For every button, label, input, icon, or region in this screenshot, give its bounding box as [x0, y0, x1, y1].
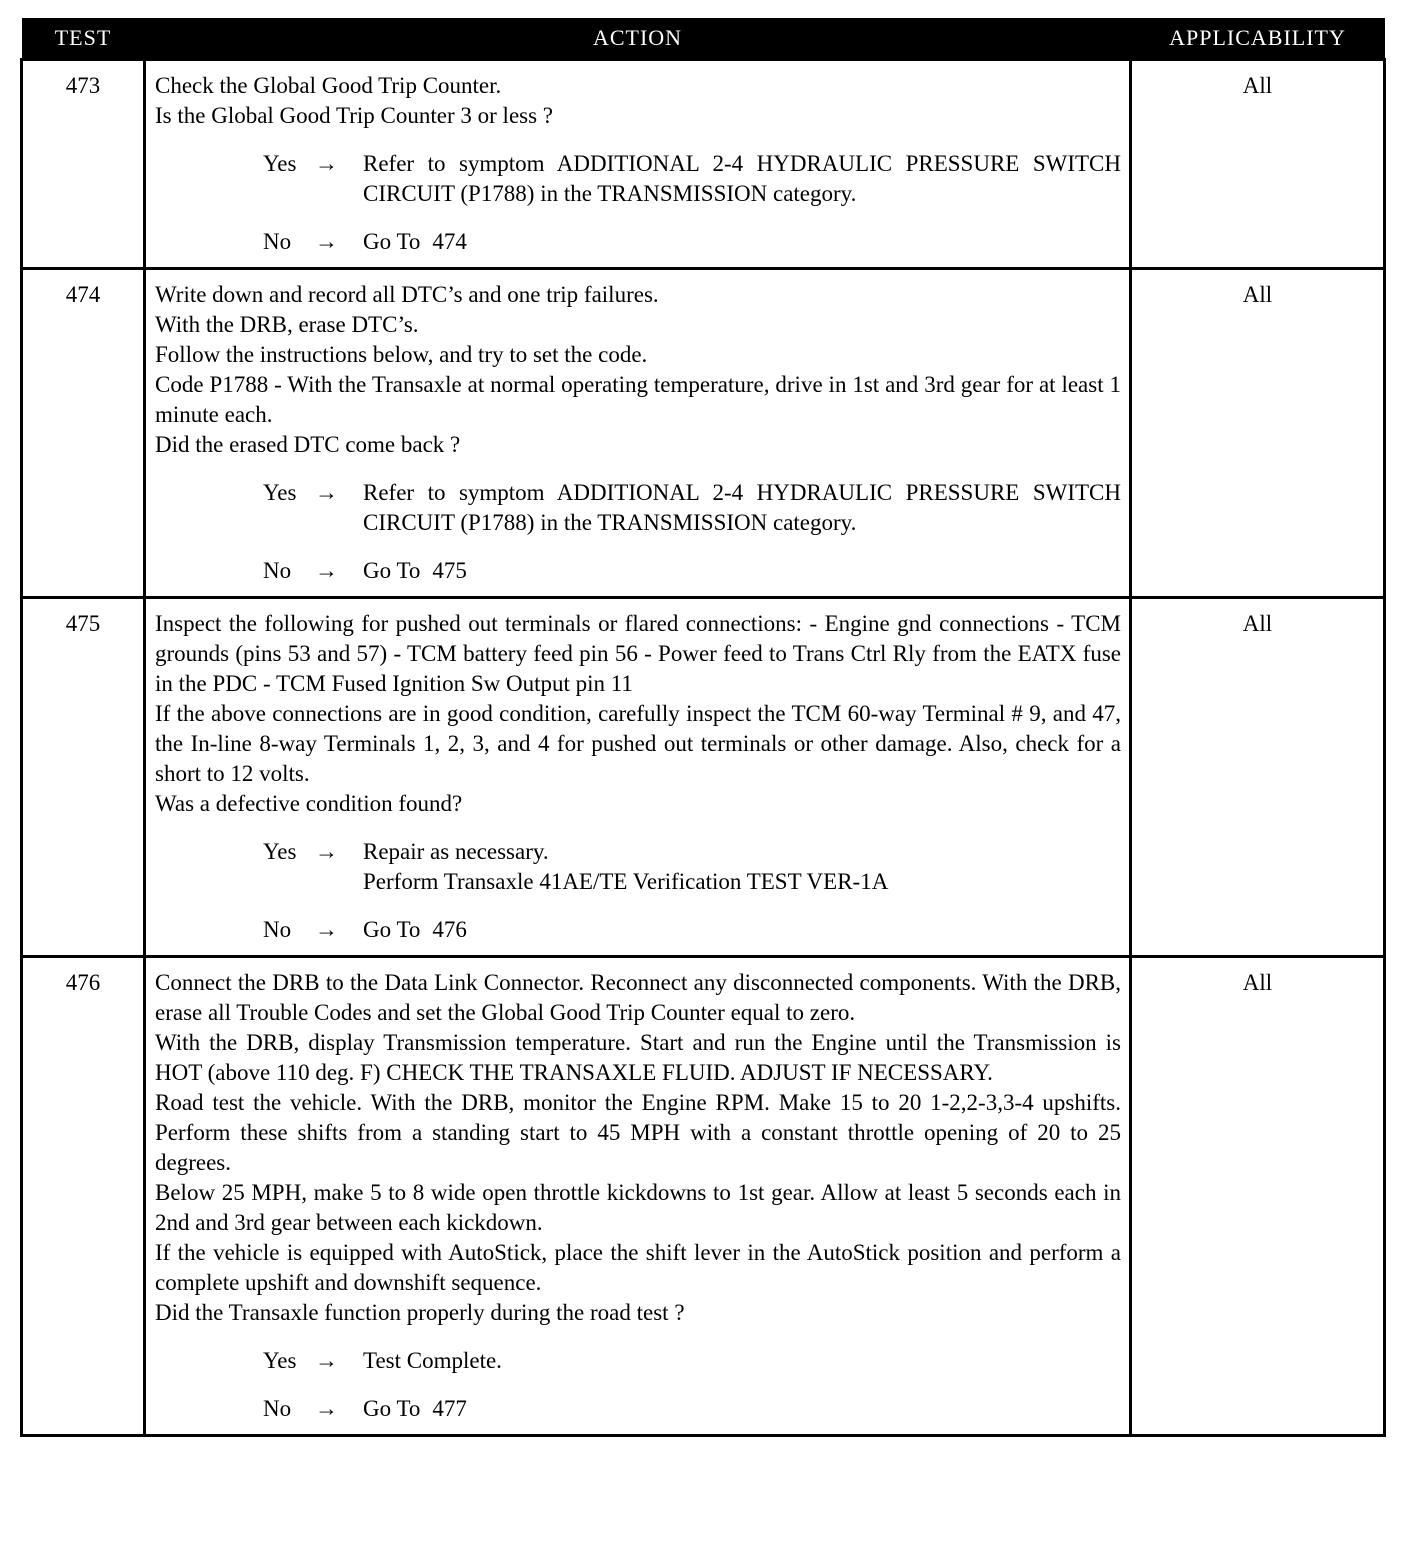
header-row: [22, 18, 1385, 60]
right-arrow-icon: →: [315, 917, 338, 942]
action-paragraph: Road test the vehicle. With the DRB, monitor the Engine RPM. Make 15 to 20 1-2,2-3,3-4 upshifts. Perform these shifts from a standing start to 45 MPH with a constant throttle opening of 20 to 25 degrees.: [155, 1090, 1121, 1175]
yes-label: Yes: [263, 839, 297, 864]
action-paragraph: Was a defective condition found?: [155, 791, 463, 816]
yes-label: Yes: [263, 151, 297, 176]
yes-result: [363, 1346, 1121, 1376]
action-paragraph: Follow the instructions below, and try to set the code.: [155, 342, 648, 367]
action-paragraph: With the DRB, display Transmission temperature. Start and run the Engine until the Transmission is HOT (above 110 deg. F) CHECK THE TRANSAXLE FLUID. ADJUST IF NECESSARY.: [155, 1030, 1121, 1085]
no-outcome: [263, 556, 1121, 586]
no-outcome: [263, 227, 1121, 257]
yes-label: Yes: [263, 1348, 297, 1373]
action-cell: [145, 957, 1131, 1436]
applicability-value: All: [1131, 60, 1385, 269]
action-cell: [145, 60, 1131, 269]
action-paragraph: Below 25 MPH, make 5 to 8 wide open throttle kickdowns to 1st gear. Allow at least 5 seconds each in 2nd and 3rd gear between each kickdown.: [155, 1180, 1121, 1235]
header-action: ACTION: [145, 18, 1131, 60]
no-result: [363, 556, 1121, 586]
yes-result-line: Perform Transaxle 41AE/TE Verification TEST VER-1A: [363, 869, 889, 894]
yes-result-line: Refer to symptom ADDITIONAL 2-4 HYDRAULIC PRESSURE SWITCH CIRCUIT (P1788) in the TRANSMISSION category.: [363, 151, 1121, 206]
right-arrow-icon: →: [315, 839, 338, 864]
test-number: 475: [22, 598, 145, 957]
yes-outcome: [263, 149, 1121, 209]
yes-label: Yes: [263, 480, 297, 505]
action-paragraph: Is the Global Good Trip Counter 3 or less ?: [155, 103, 554, 128]
header-applicability: APPLICABILITY: [1131, 18, 1385, 60]
action-cell: [145, 269, 1131, 598]
yes-outcome: [263, 837, 1121, 897]
right-arrow-icon: →: [315, 151, 338, 176]
no-label: No: [263, 917, 292, 942]
test-number: 474: [22, 269, 145, 598]
goto-target: 476: [432, 917, 467, 942]
goto-target: 474: [432, 229, 467, 254]
action-paragraph: Connect the DRB to the Data Link Connector. Reconnect any disconnected components. With the DRB, erase all Trouble Codes and set the Global Good Trip Counter equal to zero.: [155, 970, 1121, 1025]
no-result: [363, 1394, 1121, 1424]
action-paragraph: If the vehicle is equipped with AutoStick, place the shift lever in the AutoStick position and perform a complete upshift and downshift sequence.: [155, 1240, 1121, 1295]
goto-text: Go To: [363, 229, 421, 254]
no-result: [363, 915, 1121, 945]
yes-outcome: [263, 478, 1121, 538]
action-cell: [145, 598, 1131, 957]
right-arrow-icon: →: [315, 558, 338, 583]
table-body: [22, 60, 1385, 1436]
yes-result-line: Refer to symptom ADDITIONAL 2-4 HYDRAULIC PRESSURE SWITCH CIRCUIT (P1788) in the TRANSMISSION category.: [363, 480, 1121, 535]
goto-target: 475: [432, 558, 467, 583]
test-number: 476: [22, 957, 145, 1436]
yes-result-line: Repair as necessary.: [363, 839, 549, 864]
no-label: No: [263, 558, 292, 583]
yes-result-line: Test Complete.: [363, 1348, 502, 1373]
yes-result: [363, 478, 1121, 538]
no-label: No: [263, 1396, 292, 1421]
action-paragraph: If the above connections are in good condition, carefully inspect the TCM 60-way Terminal # 9, and 47, the In-line 8-way Terminals 1, 2, 3, and 4 for pushed out terminals or other damage. Also, check for a short to 12 volts.: [155, 701, 1121, 786]
applicability-value: All: [1131, 957, 1385, 1436]
yes-result: [363, 837, 1121, 897]
table-row: [22, 60, 1385, 269]
no-outcome: [263, 1394, 1121, 1424]
table-row: [22, 957, 1385, 1436]
action-paragraph: Check the Global Good Trip Counter.: [155, 73, 502, 98]
goto-target: 477: [432, 1396, 467, 1421]
yes-result: [363, 149, 1121, 209]
action-paragraph: Inspect the following for pushed out terminals or flared connections: - Engine gnd connections - TCM grounds (pins 53 and 57) - TCM battery feed pin 56 - Power feed to Trans Ctrl Rly from the EATX fuse in the PDC - TCM Fused Ignition Sw Output pin 11: [155, 611, 1121, 696]
no-result: [363, 227, 1121, 257]
table-row: [22, 269, 1385, 598]
applicability-value: All: [1131, 269, 1385, 598]
right-arrow-icon: →: [315, 1348, 338, 1373]
action-paragraph: With the DRB, erase DTC’s.: [155, 312, 419, 337]
table-row: [22, 598, 1385, 957]
action-paragraph: Write down and record all DTC’s and one trip failures.: [155, 282, 659, 307]
action-paragraph: Did the erased DTC come back ?: [155, 432, 461, 457]
no-outcome: [263, 915, 1121, 945]
goto-text: Go To: [363, 1396, 421, 1421]
header-test: TEST: [22, 18, 145, 60]
diagnostic-document: [20, 18, 1386, 1437]
action-paragraph: Code P1788 - With the Transaxle at normal operating temperature, drive in 1st and 3rd gear for at least 1 minute each.: [155, 372, 1121, 427]
no-label: No: [263, 229, 292, 254]
applicability-value: All: [1131, 598, 1385, 957]
goto-text: Go To: [363, 558, 421, 583]
diagnostic-table: [20, 18, 1386, 1437]
yes-outcome: [263, 1346, 1121, 1376]
right-arrow-icon: →: [315, 480, 338, 505]
goto-text: Go To: [363, 917, 421, 942]
right-arrow-icon: →: [315, 1396, 338, 1421]
test-number: 473: [22, 60, 145, 269]
action-paragraph: Did the Transaxle function properly during the road test ?: [155, 1300, 685, 1325]
right-arrow-icon: →: [315, 229, 338, 254]
